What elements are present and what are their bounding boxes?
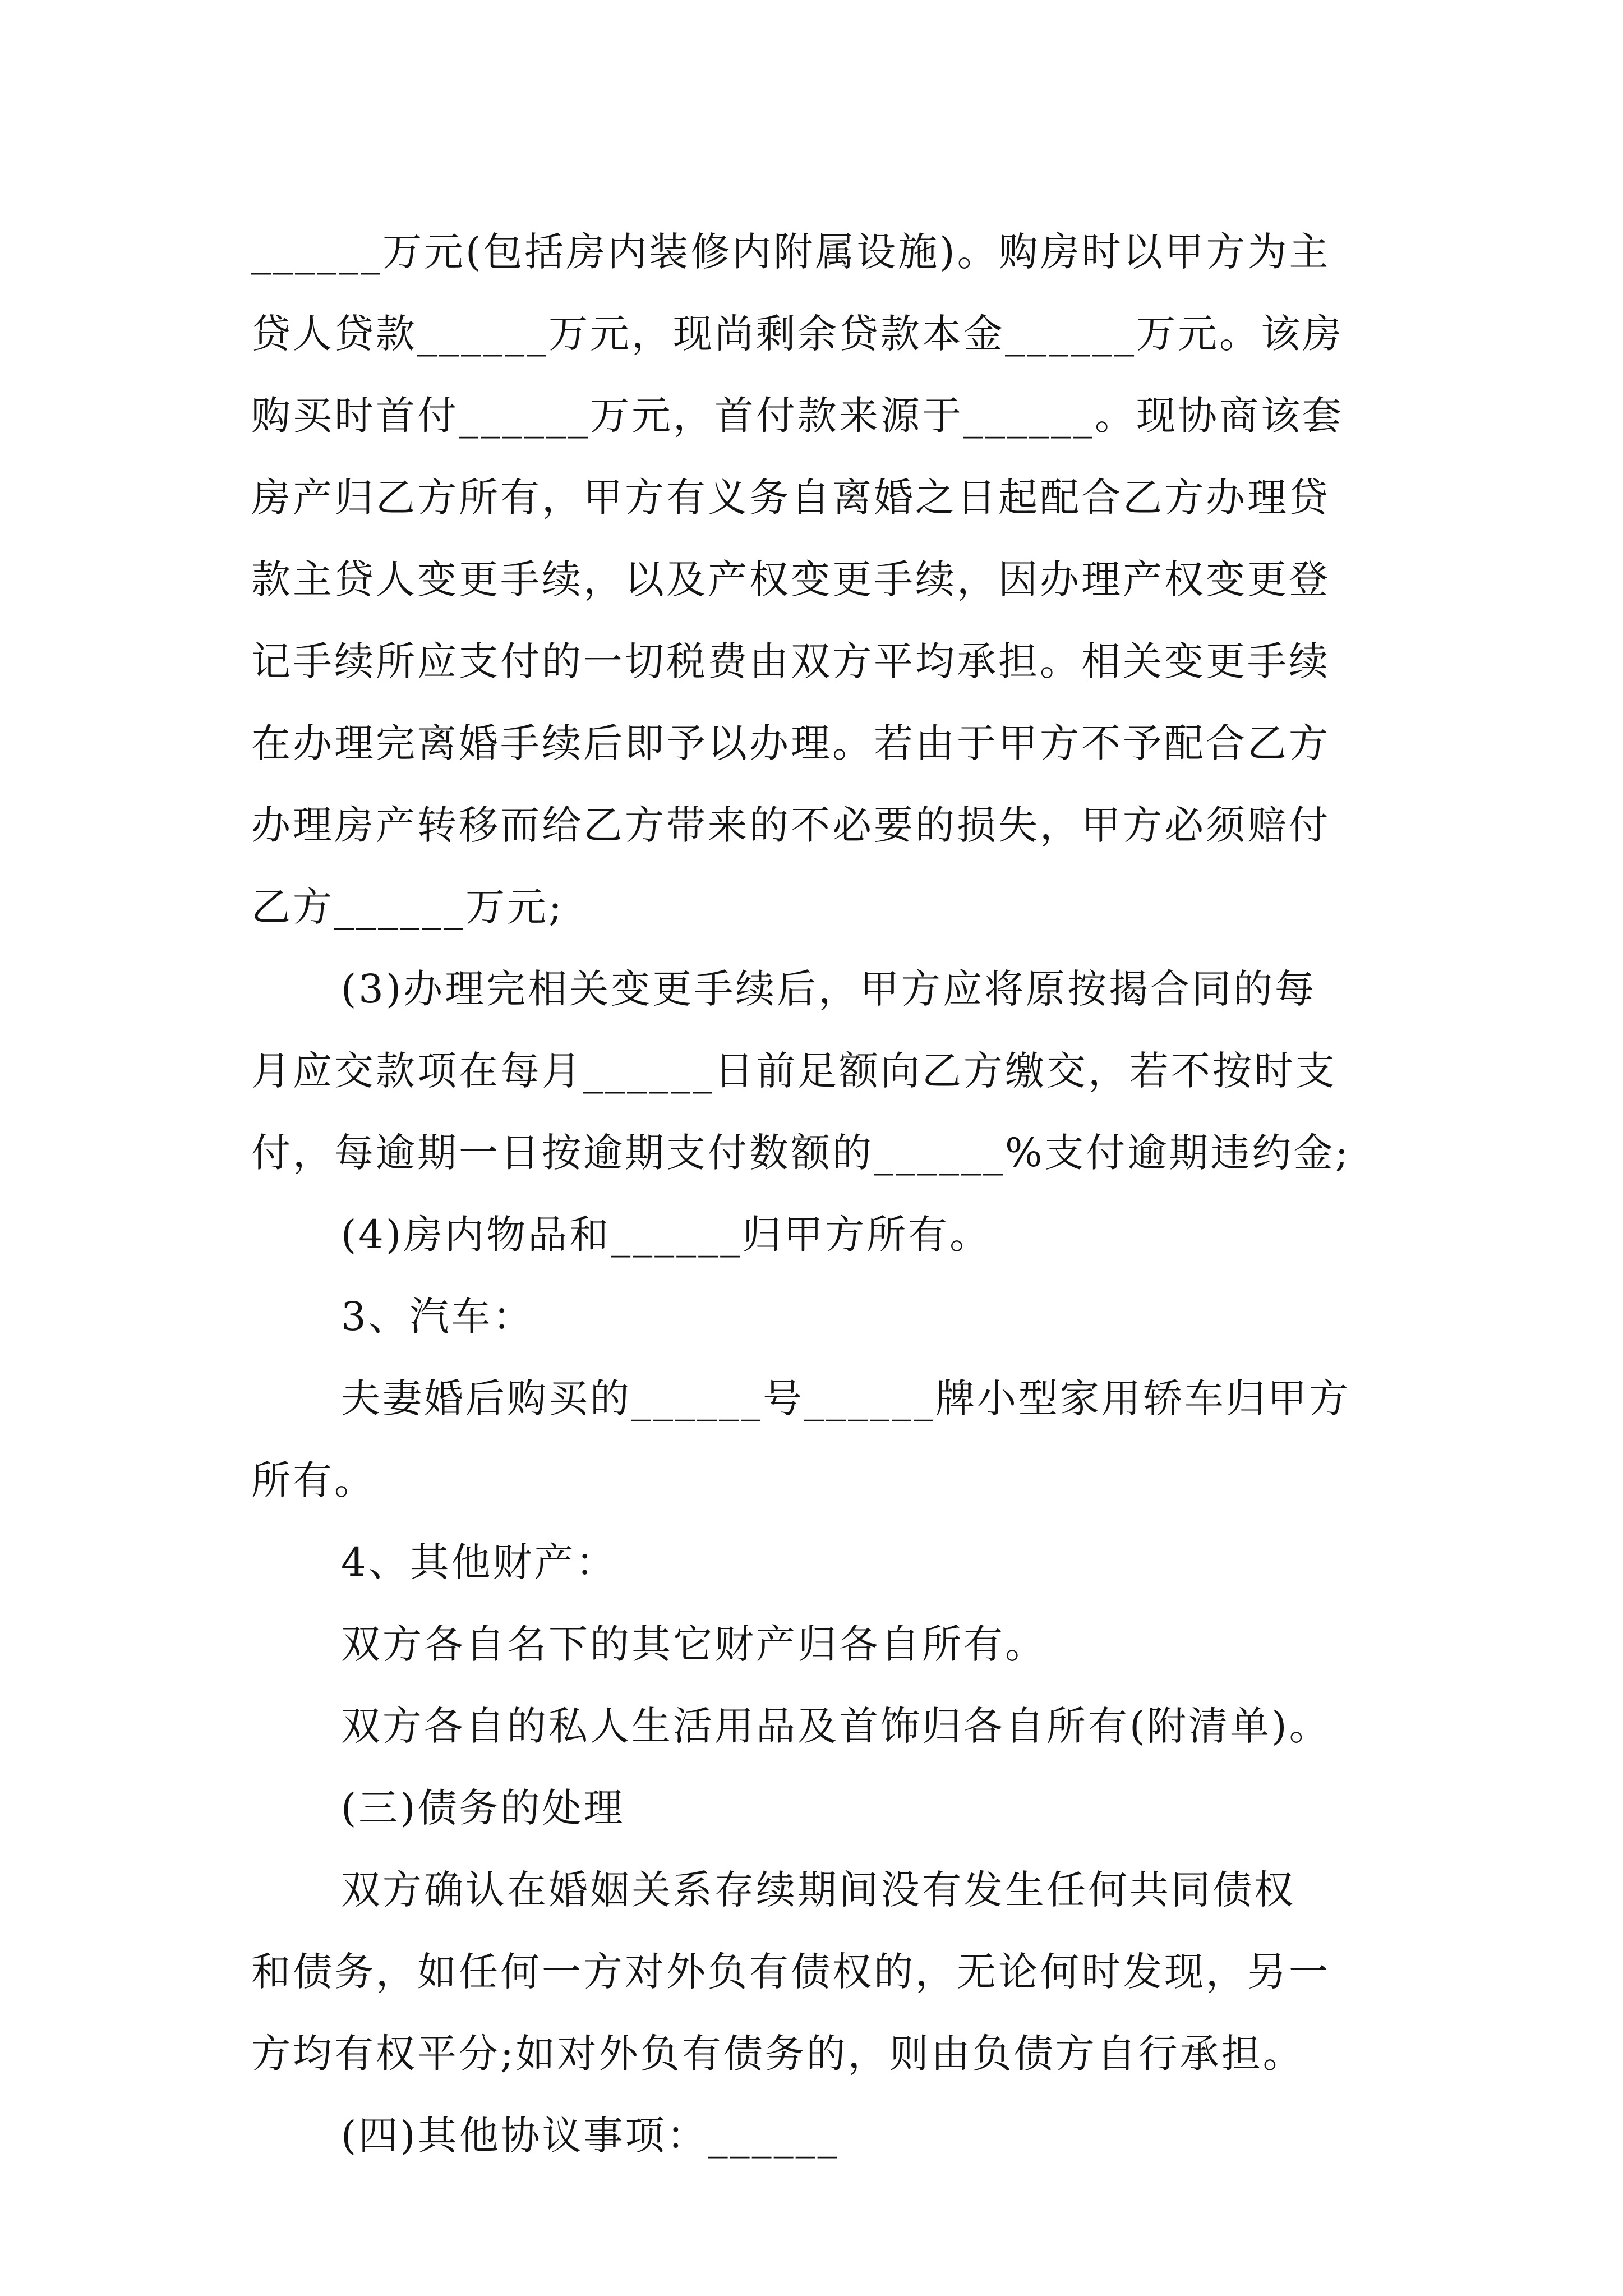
text-line: 和债务，如任何一方对外负有债权的，无论何时发现，另一 <box>251 1949 1330 1995</box>
text-line: 购买时首付______万元，首付款来源于______。现协商该套 <box>251 393 1344 439</box>
text-line: 房产归乙方所有，甲方有义务自离婚之日起配合乙方办理贷 <box>251 475 1330 521</box>
text-line: 办理房产转移而给乙方带来的不必要的损失，甲方必须赔付 <box>251 802 1330 848</box>
section-heading: (三)债务的处理 <box>341 1785 625 1831</box>
text-line: 所有。 <box>251 1457 376 1503</box>
text-line: 方均有权平分;如对外负有债务的，则由负债方自行承担。 <box>251 2031 1304 2077</box>
text-line: 款主贷人变更手续，以及产权变更手续，因办理产权变更登 <box>251 556 1330 602</box>
text-line: 双方各自的私人生活用品及首饰归各自所有(附清单)。 <box>341 1703 1331 1749</box>
text-line: 月应交款项在每月______日前足额向乙方缴交，若不按时支 <box>251 1048 1337 1094</box>
section-heading: 4、其他财产： <box>341 1539 617 1585</box>
text-line: 付，每逾期一日按逾期支付数额的______%支付逾期违约金; <box>251 1130 1351 1176</box>
text-line: ______万元(包括房内装修内附属设施)。购房时以甲方为主 <box>251 229 1331 275</box>
text-line: 双方各自名下的其它财产归各自所有。 <box>341 1621 1046 1667</box>
text-line: 夫妻婚后购买的______号______牌小型家用轿车归甲方 <box>341 1375 1350 1421</box>
text-line: (4)房内物品和______归甲方所有。 <box>341 1212 992 1258</box>
section-heading: 3、汽车： <box>341 1294 534 1340</box>
text-line: 贷人贷款______万元，现尚剩余贷款本金______万元。该房 <box>251 311 1344 357</box>
text-line: 记手续所应支付的一切税费由双方平均承担。相关变更手续 <box>251 638 1330 684</box>
section-heading: (四)其他协议事项：______ <box>341 2113 840 2159</box>
document-body <box>251 211 1390 2177</box>
text-line: 双方确认在婚姻关系存续期间没有发生任何共同债权 <box>341 1867 1295 1913</box>
text-line: 在办理完离婚手续后即予以办理。若由于甲方不予配合乙方 <box>251 720 1330 766</box>
text-line: 乙方______万元; <box>251 884 564 930</box>
text-line: (3)办理完相关变更手续后，甲方应将原按揭合同的每 <box>341 966 1317 1012</box>
